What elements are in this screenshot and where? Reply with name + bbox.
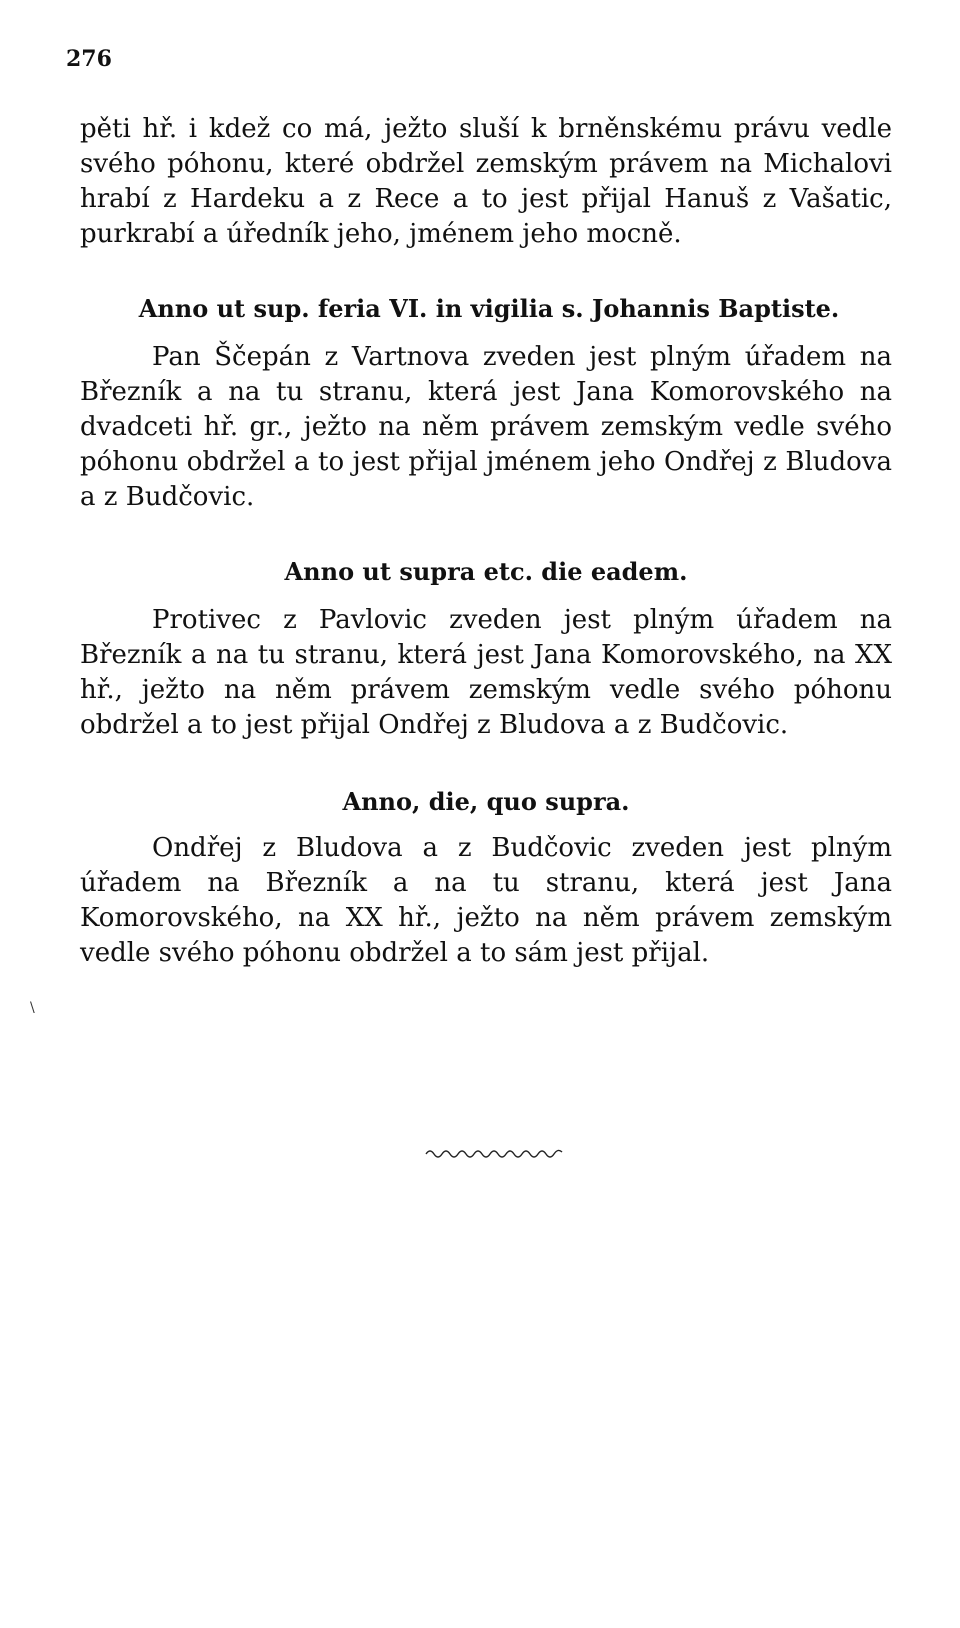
- section-heading: Anno, die, quo supra.: [342, 787, 630, 816]
- paragraph: Ondřej z Bludova a z Budčovic zveden jest plným úřadem na Březník a na tu stranu, která jest Jana Komorovského, na XX hř., ježto na něm právem zemským vedle svého póhonu obdržel a to sám jest přijal.: [80, 833, 892, 968]
- section-heading: Anno ut sup. feria VI. in vigilia s. Johannis Baptiste.: [138, 294, 840, 323]
- paragraph: Pan Ščepán z Vartnova zveden jest plným úřadem na Březník a na tu stranu, která jest Jana Komorovského na dvadceti hř. gr., ježto na něm právem zemským vedle svého póhonu obdržel a to jest přijal jménem jeho Ondřej z Bludova a z Budčovic.: [80, 342, 892, 512]
- page-number: 276: [66, 46, 112, 72]
- margin-mark: \: [30, 1000, 35, 1016]
- paragraph-continued: pěti hř. i kdež co má, ježto sluší k brněnskému právu vedle svého póhonu, které obdržel zemským právem na Michalovi hrabí z Hardeku a z Rece a to jest přijal Hanuš z Vašatic, purkrabí a úředník jeho, jménem jeho mocně.: [80, 114, 892, 249]
- document-body: [80, 112, 892, 971]
- end-ornament: [424, 1146, 564, 1160]
- section-heading: Anno ut supra etc. die eadem.: [284, 557, 688, 586]
- paragraph: Protivec z Pavlovic zveden jest plným úřadem na Březník a na tu stranu, která jest Jana Komorovského, na XX hř., ježto na něm právem zemským vedle svého póhonu obdržel a to jest přijal Ondřej z Bludova a z Budčovic.: [80, 605, 892, 740]
